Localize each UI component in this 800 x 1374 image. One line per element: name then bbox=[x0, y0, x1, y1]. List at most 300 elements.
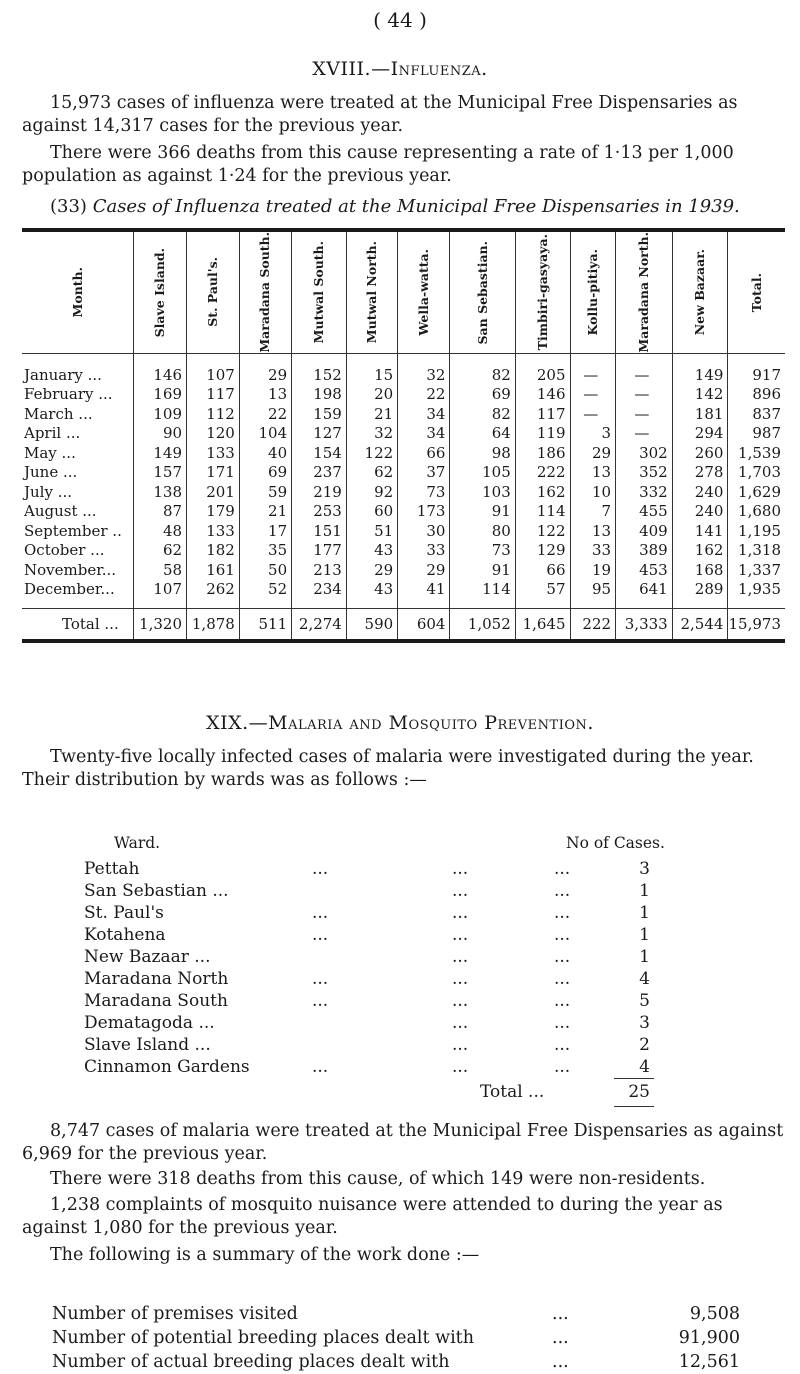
table-cell: 34 bbox=[398, 424, 450, 444]
table-cell: 1,318 bbox=[728, 541, 785, 561]
ward-total-label: Total ... bbox=[480, 1082, 545, 1102]
table-cell: 917 bbox=[728, 353, 785, 385]
table-cell: — bbox=[570, 405, 616, 425]
table-cell: 1,680 bbox=[728, 502, 785, 522]
ward-column-header: Ward. bbox=[114, 834, 161, 852]
table-row bbox=[22, 424, 785, 444]
month-cell: June ... bbox=[24, 463, 78, 482]
ward-name: Kotahena bbox=[84, 925, 166, 945]
column-header bbox=[239, 230, 291, 353]
table-cell: 181 bbox=[672, 405, 728, 425]
table-cell: 987 bbox=[728, 424, 785, 444]
table-row bbox=[22, 353, 785, 385]
table-cell: 43 bbox=[346, 580, 397, 608]
table-cell: 41 bbox=[398, 580, 450, 608]
ward-row bbox=[84, 1012, 684, 1034]
leader-dots: ... bbox=[452, 991, 469, 1011]
table-cell: 10 bbox=[570, 483, 616, 503]
total-cell: 2,544 bbox=[672, 608, 728, 641]
column-header bbox=[292, 230, 347, 353]
month-cell: February ... bbox=[24, 385, 113, 404]
table-cell: 122 bbox=[515, 522, 570, 542]
table-cell: 278 bbox=[672, 463, 728, 483]
total-cell: 1,052 bbox=[450, 608, 515, 641]
table-cell: 294 bbox=[672, 424, 728, 444]
table-cell: 260 bbox=[672, 444, 728, 464]
summary-label: Number of premises visited bbox=[52, 1304, 298, 1324]
table-row bbox=[22, 522, 785, 542]
table-cell: 87 bbox=[134, 502, 187, 522]
column-header-label: Total. bbox=[748, 272, 764, 312]
table-cell: 66 bbox=[398, 444, 450, 464]
table-cell: 837 bbox=[728, 405, 785, 425]
total-cell: 511 bbox=[239, 608, 291, 641]
total-cell: 2,274 bbox=[292, 608, 347, 641]
table-cell: 17 bbox=[239, 522, 291, 542]
table-cell: 186 bbox=[515, 444, 570, 464]
ward-name: Slave Island ... bbox=[84, 1035, 211, 1055]
table-cell: 162 bbox=[672, 541, 728, 561]
table-cell: 13 bbox=[570, 463, 616, 483]
summary-row bbox=[52, 1350, 752, 1374]
column-header-label: Kollu-pitiya. bbox=[584, 249, 600, 336]
malaria-paragraph-3: There were 318 deaths from this cause, of which 149 were non-residents. bbox=[50, 1169, 706, 1189]
leader-dots: ... bbox=[554, 991, 571, 1011]
leader-dots: ... bbox=[312, 925, 329, 945]
leader-dots: ... bbox=[452, 1035, 469, 1055]
table-cell: 1,703 bbox=[728, 463, 785, 483]
leader-dots: ... bbox=[554, 1057, 571, 1077]
table-row bbox=[22, 444, 785, 464]
cases-column-header: No of Cases. bbox=[566, 834, 665, 852]
table-cell: 237 bbox=[292, 463, 347, 483]
table-cell: 37 bbox=[398, 463, 450, 483]
table-cell: 173 bbox=[398, 502, 450, 522]
table-cell: — bbox=[616, 405, 673, 425]
month-cell: October ... bbox=[24, 541, 105, 560]
table-cell: 13 bbox=[239, 385, 291, 405]
ward-case-count: 1 bbox=[639, 925, 650, 945]
table-cell: 62 bbox=[346, 463, 397, 483]
table-cell: 80 bbox=[450, 522, 515, 542]
table-cell: 119 bbox=[515, 424, 570, 444]
table-caption bbox=[22, 196, 792, 217]
table-cell: 1,337 bbox=[728, 561, 785, 581]
table-cell: 133 bbox=[187, 522, 240, 542]
table-cell: 107 bbox=[187, 353, 240, 385]
table-cell: 69 bbox=[239, 463, 291, 483]
ward-name: Dematagoda ... bbox=[84, 1013, 215, 1033]
table-cell: 219 bbox=[292, 483, 347, 503]
summary-value: 9,508 bbox=[689, 1304, 740, 1324]
total-rule-bottom bbox=[614, 1106, 654, 1107]
table-cell: 240 bbox=[672, 502, 728, 522]
total-cell: 1,645 bbox=[515, 608, 570, 641]
column-header-label: Month. bbox=[69, 267, 85, 318]
table-header-row bbox=[22, 230, 785, 353]
ward-distribution-list bbox=[84, 834, 684, 1106]
column-header bbox=[450, 230, 515, 353]
table-cell: 73 bbox=[450, 541, 515, 561]
table-cell: 21 bbox=[346, 405, 397, 425]
table-cell: 73 bbox=[398, 483, 450, 503]
ward-case-count: 4 bbox=[639, 1057, 650, 1077]
table-cell: 104 bbox=[239, 424, 291, 444]
table-cell: 1,935 bbox=[728, 580, 785, 608]
table-cell: 289 bbox=[672, 580, 728, 608]
leader-dots: ... bbox=[312, 969, 329, 989]
table-cell: 154 bbox=[292, 444, 347, 464]
table-cell: 34 bbox=[398, 405, 450, 425]
ward-row bbox=[84, 902, 684, 924]
table-cell: 234 bbox=[292, 580, 347, 608]
summary-row bbox=[52, 1302, 752, 1326]
leader-dots: ... bbox=[452, 969, 469, 989]
table-cell: 455 bbox=[616, 502, 673, 522]
table-cell: 59 bbox=[239, 483, 291, 503]
table-cell: 114 bbox=[450, 580, 515, 608]
column-header bbox=[515, 230, 570, 353]
month-cell: May ... bbox=[24, 443, 76, 462]
table-cell: 82 bbox=[450, 405, 515, 425]
summary-label: Number of potential breeding places dealt with bbox=[52, 1328, 474, 1348]
leader-dots: ... bbox=[554, 1035, 571, 1055]
table-cell: 64 bbox=[450, 424, 515, 444]
table-cell: — bbox=[570, 385, 616, 405]
influenza-paragraph-2: There were 366 deaths from this cause representing a rate of 1·13 per 1,000 population as against 1·24 for the previous year. bbox=[22, 143, 734, 186]
table-cell: 409 bbox=[616, 522, 673, 542]
table-cell: 22 bbox=[239, 405, 291, 425]
table-cell: 151 bbox=[292, 522, 347, 542]
table-cell: 29 bbox=[398, 561, 450, 581]
summary-value: 91,900 bbox=[678, 1328, 740, 1348]
table-total-row bbox=[22, 608, 785, 641]
table-cell: 262 bbox=[187, 580, 240, 608]
leader-dots: ... bbox=[452, 925, 469, 945]
ward-case-count: 4 bbox=[639, 969, 650, 989]
summary-value: 12,561 bbox=[678, 1352, 740, 1372]
table-row bbox=[22, 541, 785, 561]
table-cell: 117 bbox=[515, 405, 570, 425]
malaria-paragraph-5: The following is a summary of the work done :— bbox=[50, 1245, 480, 1265]
table-cell: 20 bbox=[346, 385, 397, 405]
total-label-cell: Total ... bbox=[22, 608, 134, 641]
table-cell: 107 bbox=[134, 580, 187, 608]
total-cell: 3,333 bbox=[616, 608, 673, 641]
table-cell: 13 bbox=[570, 522, 616, 542]
work-summary bbox=[52, 1302, 752, 1374]
table-cell: 32 bbox=[398, 353, 450, 385]
table-cell: 171 bbox=[187, 463, 240, 483]
ward-name: Cinnamon Gardens bbox=[84, 1057, 250, 1077]
table-caption-number: (33) bbox=[50, 196, 87, 217]
table-cell: 149 bbox=[134, 444, 187, 464]
ward-row bbox=[84, 858, 684, 880]
table-cell: 3 bbox=[570, 424, 616, 444]
table-cell: 142 bbox=[672, 385, 728, 405]
table-cell: 117 bbox=[187, 385, 240, 405]
column-header-label: San Sebastian. bbox=[474, 240, 490, 345]
table-cell: 112 bbox=[187, 405, 240, 425]
table-cell: 32 bbox=[346, 424, 397, 444]
table-cell: 66 bbox=[515, 561, 570, 581]
leader-dots: ... bbox=[554, 1013, 571, 1033]
column-header-label: Maradana North. bbox=[635, 232, 651, 353]
leader-dots: ... bbox=[452, 947, 469, 967]
month-cell: December... bbox=[24, 580, 115, 599]
table-cell: — bbox=[616, 353, 673, 385]
table-cell: 90 bbox=[134, 424, 187, 444]
table-cell: 21 bbox=[239, 502, 291, 522]
table-cell: 60 bbox=[346, 502, 397, 522]
table-cell: 105 bbox=[450, 463, 515, 483]
table-body bbox=[22, 353, 785, 641]
table-cell: 122 bbox=[346, 444, 397, 464]
table-cell: 1,539 bbox=[728, 444, 785, 464]
column-header bbox=[134, 230, 187, 353]
column-header-label: Wella-watta. bbox=[415, 249, 431, 336]
table-cell: 58 bbox=[134, 561, 187, 581]
table-cell: 40 bbox=[239, 444, 291, 464]
ward-name: New Bazaar ... bbox=[84, 947, 211, 967]
leader-dots: ... bbox=[554, 947, 571, 967]
column-header-label: Slave Island. bbox=[152, 247, 168, 338]
table-cell: 29 bbox=[570, 444, 616, 464]
table-cell: 92 bbox=[346, 483, 397, 503]
page-number: ( 44 ) bbox=[373, 8, 427, 32]
column-header-label: Mutwal North. bbox=[364, 241, 380, 344]
leader-dots: ... bbox=[452, 881, 469, 901]
ward-name: Pettah bbox=[84, 859, 140, 879]
ward-row bbox=[84, 880, 684, 902]
table-cell: 7 bbox=[570, 502, 616, 522]
total-cell: 1,878 bbox=[187, 608, 240, 641]
ward-case-count: 2 bbox=[639, 1035, 650, 1055]
table-cell: 157 bbox=[134, 463, 187, 483]
table-cell: 201 bbox=[187, 483, 240, 503]
total-cell: 222 bbox=[570, 608, 616, 641]
table-cell: 103 bbox=[450, 483, 515, 503]
table-cell: 162 bbox=[515, 483, 570, 503]
column-header-label: Mutwal South. bbox=[310, 241, 326, 344]
table-cell: 15 bbox=[346, 353, 397, 385]
leader-dots: ... bbox=[312, 859, 329, 879]
table-caption-text: Cases of Influenza treated at the Municipal Free Dispensaries in 1939. bbox=[92, 196, 740, 217]
leader-dots: ... bbox=[554, 859, 571, 879]
ward-row bbox=[84, 924, 684, 946]
malaria-paragraph-1: Twenty-five locally infected cases of malaria were investigated during the year. Their distribution by wards was as follows :— bbox=[22, 747, 754, 790]
table-row bbox=[22, 580, 785, 608]
malaria-heading: XIX.—Malaria and Mosquito Prevention. bbox=[206, 712, 594, 734]
table-cell: 213 bbox=[292, 561, 347, 581]
ward-row bbox=[84, 990, 684, 1012]
ward-row bbox=[84, 1034, 684, 1056]
ward-name: St. Paul's bbox=[84, 903, 164, 923]
leader-dots: ... bbox=[312, 1057, 329, 1077]
table-cell: 169 bbox=[134, 385, 187, 405]
ward-name: San Sebastian ... bbox=[84, 881, 229, 901]
table-cell: 82 bbox=[450, 353, 515, 385]
table-cell: 33 bbox=[570, 541, 616, 561]
table-cell: 50 bbox=[239, 561, 291, 581]
ward-row bbox=[84, 946, 684, 968]
table-cell: 98 bbox=[450, 444, 515, 464]
leader-dots: ... bbox=[312, 991, 329, 1011]
table-cell: 146 bbox=[134, 353, 187, 385]
table-row bbox=[22, 405, 785, 425]
table-cell: 253 bbox=[292, 502, 347, 522]
month-cell: November... bbox=[24, 560, 117, 579]
table-cell: 332 bbox=[616, 483, 673, 503]
table-cell: 129 bbox=[515, 541, 570, 561]
malaria-paragraph-4: 1,238 complaints of mosquito nuisance were attended to during the year as against 1,080 for the previous year. bbox=[22, 1195, 723, 1238]
table-cell: — bbox=[570, 353, 616, 385]
table-cell: 179 bbox=[187, 502, 240, 522]
total-cell: 604 bbox=[398, 608, 450, 641]
column-header-label: St. Paul's. bbox=[204, 257, 220, 328]
table-row bbox=[22, 463, 785, 483]
table-cell: 33 bbox=[398, 541, 450, 561]
month-cell: April ... bbox=[24, 424, 81, 443]
leader-dots: ... bbox=[452, 859, 469, 879]
table-cell: 127 bbox=[292, 424, 347, 444]
table-cell: 146 bbox=[515, 385, 570, 405]
table-cell: 109 bbox=[134, 405, 187, 425]
table-cell: 1,195 bbox=[728, 522, 785, 542]
column-header bbox=[672, 230, 728, 353]
ward-row bbox=[84, 968, 684, 990]
leader-dots: ... bbox=[452, 1057, 469, 1077]
leader-dots: ... bbox=[552, 1352, 569, 1372]
table-cell: 114 bbox=[515, 502, 570, 522]
table-cell: 152 bbox=[292, 353, 347, 385]
column-header bbox=[398, 230, 450, 353]
ward-row bbox=[84, 1056, 684, 1078]
table-cell: 52 bbox=[239, 580, 291, 608]
table-cell: 48 bbox=[134, 522, 187, 542]
month-cell: September .. bbox=[24, 521, 122, 540]
table-cell: 161 bbox=[187, 561, 240, 581]
table-cell: 95 bbox=[570, 580, 616, 608]
total-cell: 590 bbox=[346, 608, 397, 641]
table-cell: 69 bbox=[450, 385, 515, 405]
leader-dots: ... bbox=[554, 881, 571, 901]
table-cell: 453 bbox=[616, 561, 673, 581]
column-header bbox=[570, 230, 616, 353]
column-header bbox=[346, 230, 397, 353]
table-row bbox=[22, 385, 785, 405]
table-cell: 302 bbox=[616, 444, 673, 464]
table-cell: 205 bbox=[515, 353, 570, 385]
table-cell: 240 bbox=[672, 483, 728, 503]
table-cell: 120 bbox=[187, 424, 240, 444]
month-cell: March ... bbox=[24, 404, 93, 423]
table-cell: 389 bbox=[616, 541, 673, 561]
column-header bbox=[728, 230, 785, 353]
column-header-label: New Bazaar. bbox=[692, 249, 708, 336]
influenza-heading: XVIII.—Influenza. bbox=[312, 58, 488, 80]
table-cell: 29 bbox=[239, 353, 291, 385]
table-cell: 138 bbox=[134, 483, 187, 503]
table-cell: 51 bbox=[346, 522, 397, 542]
table-cell: 91 bbox=[450, 502, 515, 522]
table-cell: 91 bbox=[450, 561, 515, 581]
leader-dots: ... bbox=[554, 925, 571, 945]
table-cell: 30 bbox=[398, 522, 450, 542]
table-cell: — bbox=[616, 424, 673, 444]
table-cell: 177 bbox=[292, 541, 347, 561]
table-cell: 641 bbox=[616, 580, 673, 608]
ward-total-value: 25 bbox=[628, 1082, 650, 1102]
column-header bbox=[616, 230, 673, 353]
table-row bbox=[22, 483, 785, 503]
month-cell: August ... bbox=[24, 502, 97, 521]
table-cell: 22 bbox=[398, 385, 450, 405]
ward-case-count: 1 bbox=[639, 903, 650, 923]
table-cell: 182 bbox=[187, 541, 240, 561]
influenza-paragraph-1: 15,973 cases of influenza were treated at the Municipal Free Dispensaries as against 14,317 cases for the previous year. bbox=[22, 93, 738, 136]
table-cell: 57 bbox=[515, 580, 570, 608]
ward-list-header bbox=[84, 834, 684, 858]
ward-case-count: 1 bbox=[639, 881, 650, 901]
table-cell: 35 bbox=[239, 541, 291, 561]
table-cell: — bbox=[616, 385, 673, 405]
table-cell: 141 bbox=[672, 522, 728, 542]
column-header bbox=[22, 230, 134, 353]
table-cell: 168 bbox=[672, 561, 728, 581]
influenza-table bbox=[22, 228, 785, 643]
table-cell: 133 bbox=[187, 444, 240, 464]
total-cell: 1,320 bbox=[134, 608, 187, 641]
leader-dots: ... bbox=[452, 1013, 469, 1033]
ward-name: Maradana South bbox=[84, 991, 228, 1011]
table-cell: 19 bbox=[570, 561, 616, 581]
leader-dots: ... bbox=[554, 969, 571, 989]
ward-case-count: 5 bbox=[639, 991, 650, 1011]
ward-case-count: 3 bbox=[639, 859, 650, 879]
total-cell: 15,973 bbox=[728, 608, 785, 641]
table-cell: 159 bbox=[292, 405, 347, 425]
ward-total-row bbox=[84, 1078, 684, 1106]
table-cell: 43 bbox=[346, 541, 397, 561]
table-cell: 149 bbox=[672, 353, 728, 385]
month-cell: January ... bbox=[24, 365, 102, 384]
column-header-label: Maradana South. bbox=[257, 232, 273, 353]
leader-dots: ... bbox=[552, 1304, 569, 1324]
table-cell: 29 bbox=[346, 561, 397, 581]
leader-dots: ... bbox=[312, 903, 329, 923]
ward-case-count: 3 bbox=[639, 1013, 650, 1033]
leader-dots: ... bbox=[554, 903, 571, 923]
table-cell: 62 bbox=[134, 541, 187, 561]
table-cell: 896 bbox=[728, 385, 785, 405]
column-header bbox=[187, 230, 240, 353]
month-cell: July ... bbox=[24, 482, 73, 501]
table-cell: 198 bbox=[292, 385, 347, 405]
ward-name: Maradana North bbox=[84, 969, 229, 989]
malaria-paragraph-2: 8,747 cases of malaria were treated at the Municipal Free Dispensaries as against 6,969 for the previous year. bbox=[22, 1121, 784, 1164]
leader-dots: ... bbox=[552, 1328, 569, 1348]
summary-row bbox=[52, 1326, 752, 1350]
leader-dots: ... bbox=[452, 903, 469, 923]
table-cell: 352 bbox=[616, 463, 673, 483]
column-header-label: Timbiri-gasyaya. bbox=[534, 234, 550, 351]
table-row bbox=[22, 502, 785, 522]
table-cell: 1,629 bbox=[728, 483, 785, 503]
summary-label: Number of actual breeding places dealt with bbox=[52, 1352, 450, 1372]
ward-case-count: 1 bbox=[639, 947, 650, 967]
table-cell: 222 bbox=[515, 463, 570, 483]
